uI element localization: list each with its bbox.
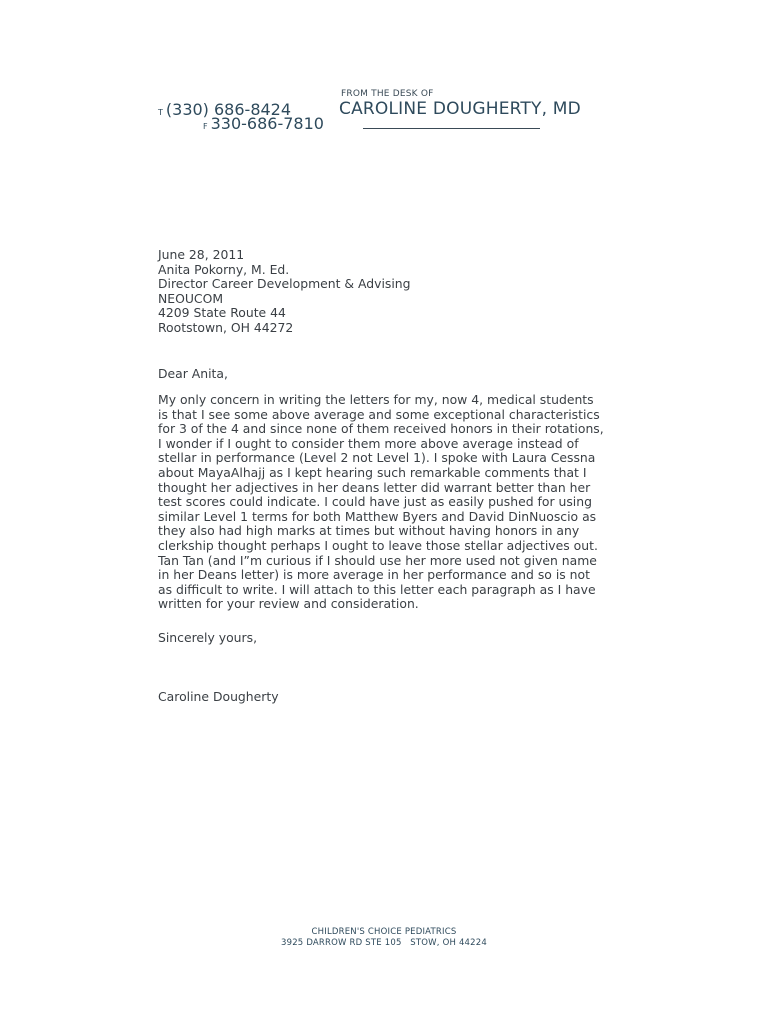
footer-address: 3925 DARROW RD STE 105 STOW, OH 44224 bbox=[280, 938, 487, 948]
phone-number: (330) 686-8424 bbox=[165, 100, 292, 119]
body-line: about MayaAlhajj as I kept hearing such remarkable comments that I bbox=[158, 464, 587, 480]
recipient-title: Director Career Development & Advising bbox=[158, 276, 411, 292]
recipient-city: Rootstown, OH 44272 bbox=[158, 319, 294, 335]
signature-name: Caroline Dougherty bbox=[158, 689, 279, 704]
body-line: in her Deans letter) is more average in her performance and so is not bbox=[158, 567, 590, 583]
fax-line bbox=[203, 114, 324, 133]
body-line: stellar in performance (Level 2 not Level 1). I spoke with Laura Cessna bbox=[158, 450, 596, 466]
body-line: is that I see some above average and some exceptional characteristics bbox=[158, 406, 600, 422]
footer-practice: CHILDREN'S CHOICE PEDIATRICS bbox=[311, 927, 457, 937]
letter-date: June 28, 2011 bbox=[158, 247, 245, 262]
body-line: I wonder if I ought to consider them more above average instead of bbox=[158, 435, 579, 451]
closing: Sincerely yours, bbox=[158, 630, 258, 645]
body-line: they also had high marks at times but without having honors in any bbox=[158, 523, 580, 539]
body-line: for 3 of the 4 and since none of them received honors in their rotations, bbox=[158, 421, 604, 437]
address-block bbox=[158, 248, 411, 336]
body-line: as difficult to write. I will attach to this letter each paragraph as I have bbox=[158, 581, 596, 597]
body-paragraph bbox=[158, 393, 618, 612]
footer bbox=[0, 927, 768, 949]
salutation: Dear Anita, bbox=[158, 366, 228, 381]
from-desk-label: FROM THE DESK OF bbox=[341, 89, 434, 99]
recipient-org: NEOUCOM bbox=[158, 290, 224, 306]
fax-number: 330-686-7810 bbox=[210, 114, 324, 133]
body-line: thought her adjectives in her deans letter did warrant better than her bbox=[158, 479, 591, 495]
name-underline bbox=[363, 128, 540, 129]
body-line: similar Level 1 terms for both Matthew Byers and David DinNuoscio as bbox=[158, 508, 597, 524]
body-line: written for your review and consideration. bbox=[158, 596, 419, 612]
body-line: Tan Tan (and I”m curious if I should use her more used not given name bbox=[158, 552, 597, 568]
recipient-name: Anita Pokorny, M. Ed. bbox=[158, 261, 290, 277]
recipient-street: 4209 State Route 44 bbox=[158, 305, 286, 321]
body-line: clerkship thought perhaps I ought to leave those stellar adjectives out. bbox=[158, 537, 598, 553]
body-line: test scores could indicate. I could have just as easily pushed for using bbox=[158, 494, 592, 510]
body-line: My only concern in writing the letters for my, now 4, medical students bbox=[158, 392, 594, 407]
phone-tag: T bbox=[158, 108, 163, 117]
doctor-name: CAROLINE DOUGHERTY, MD bbox=[339, 99, 581, 119]
fax-tag: F bbox=[203, 122, 208, 131]
